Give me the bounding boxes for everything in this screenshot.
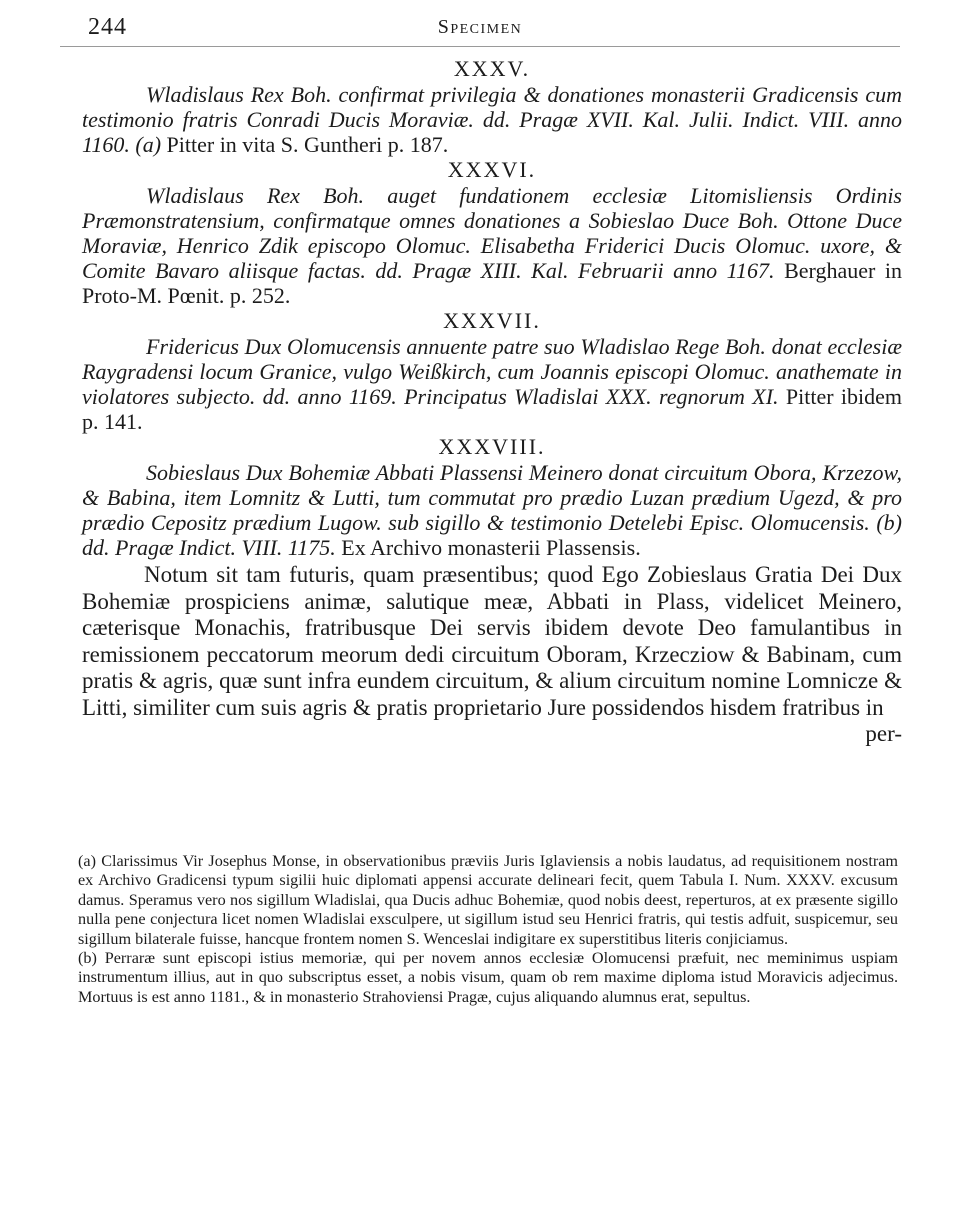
charter-text: Notum sit tam futuris, quam præsentibus; quod Ego Zobieslaus Gratia Dei Dux Bohemiæ prospiciens animæ, salutique meæ, Abbati in Plass, videlicet Meinero, cæterisque Monachis, fratribusque Dei servis ibidem devote Deo famulantibus in remissionem peccatorum meorum dedi circuitum Oboram, Krzecziow & Babinam, cum pratis & agris, quæ sunt infra eundem circuitum, & alium circuitum nomine Lomnicze & Litti, similiter cum suis agris & pratis proprietario Jure possidendos hisdem fratribus in	[82, 562, 902, 720]
page-number: 244	[88, 14, 127, 40]
entry-xxxvi	[82, 157, 902, 308]
summary-text: Sobieslaus Dux Bohemiæ Abbati Plassensi Meinero donat circuitum Obora, Krzezow, & Babina, item Lomnitz & Lutti, tum commutat pro prædio Luzan prædium Ugezd, & pro prædio Cepositz prædium Lugow. sub sigillo & testimonio Detelebi Episc. Olomucensis. (b) dd. Pragæ Indict. VIII. 1175.	[82, 460, 902, 560]
running-title: Specimen	[437, 16, 523, 38]
entry-xxxviii	[82, 434, 902, 560]
entry-source: Pitter ibidem p. 141.	[82, 384, 903, 434]
footnote-b: (b) Perraræ sunt episcopi istius memoriæ, qui per novem annos ecclesiæ Olomucensi præfuit, nec meminimus uspiam instrumentum illius, aut in quo subscriptus esset, a nobis visum, quam ob rem maxime diploma istud Moravicis adjecimus. Mortuus is est anno 1181., & in monasterio Strahoviensi Pragæ, cujus aliquando alumnus erat, sepultus.	[78, 949, 898, 1006]
entry-xxxvii	[82, 308, 902, 434]
entry-source: Ex Archivo monasterii Plassensis.	[341, 535, 641, 560]
header-rule	[60, 46, 900, 47]
summary-text: Wladislaus Rex Boh. confirmat privilegia & donationes monasterii Gradicensis cum testimonio fratris Conradi Ducis Moraviæ. dd. Pragæ XVII. Kal. Julii. Indict. VIII. anno 1160. (a)	[82, 82, 902, 157]
summary-text: Fridericus Dux Olomucensis annuente patre suo Wladislao Rege Boh. donat ecclesiæ Raygradensi locum Granice, vulgo Weißkirch, cum Joannis episcopi Olomuc. anathemate in violatores subjecto. dd. anno 1169. Principatus Wladislai XXX. regnorum XI.	[82, 334, 902, 409]
entry-summary	[82, 460, 902, 560]
entry-source: Pitter in vita S. Guntheri p. 187.	[166, 132, 449, 157]
entry-summary	[82, 334, 902, 434]
main-text	[82, 56, 902, 747]
entry-summary	[82, 82, 902, 157]
entry-xxxv	[82, 56, 902, 157]
entry-numeral: XXXVI.	[447, 157, 537, 182]
catchword: per-	[865, 721, 902, 746]
entry-numeral: XXXV.	[453, 56, 531, 81]
footnote-a: (a) Clarissimus Vir Josephus Monse, in observationibus præviis Juris Iglaviensis a nobis laudatus, ad requisitionem nostram ex Archivo Gradicensi typum sigilii huic diplomati appensi accurate delineari fecit, quem Tabula I. Num. XXXV. excusum damus. Speramus vero nos sigillum Wladislai, qua Ducis adhuc Bohemiæ, quod nobis deest, reperturos, at ex præsente sigillo nulla pene conjectura licet nomen Wladislai exsculpere, ut sigillum istud seu Henrici fratris, qui testis adfuit, suspicemur, seu sigillum bilaterale fuisse, hancque frontem nomen S. Wenceslai indigitare ex superstitibus literis conjiciamus.	[78, 852, 898, 948]
entry-summary	[82, 183, 902, 308]
summary-text: Wladislaus Rex Boh. auget fundationem ecclesiæ Litomisliensis Ordinis Præmonstratensium, confirmatque omnes donationes a Sobieslao Duce Boh. Ottone Duce Moraviæ, Henrico Zdik episcopo Olomuc. Elisabetha Friderici Ducis Olomuc. uxore, & Comite Bavaro aliisque factas. dd. Pragæ XIII. Kal. Februarii anno 1167.	[82, 183, 902, 283]
entry-numeral: XXXVII.	[443, 308, 541, 333]
page-header	[60, 8, 900, 48]
entry-numeral: XXXVIII.	[438, 434, 546, 459]
footnotes	[78, 852, 898, 1007]
entry-source: Berghauer in Proto-M. Pœnit. p. 252.	[82, 258, 902, 308]
